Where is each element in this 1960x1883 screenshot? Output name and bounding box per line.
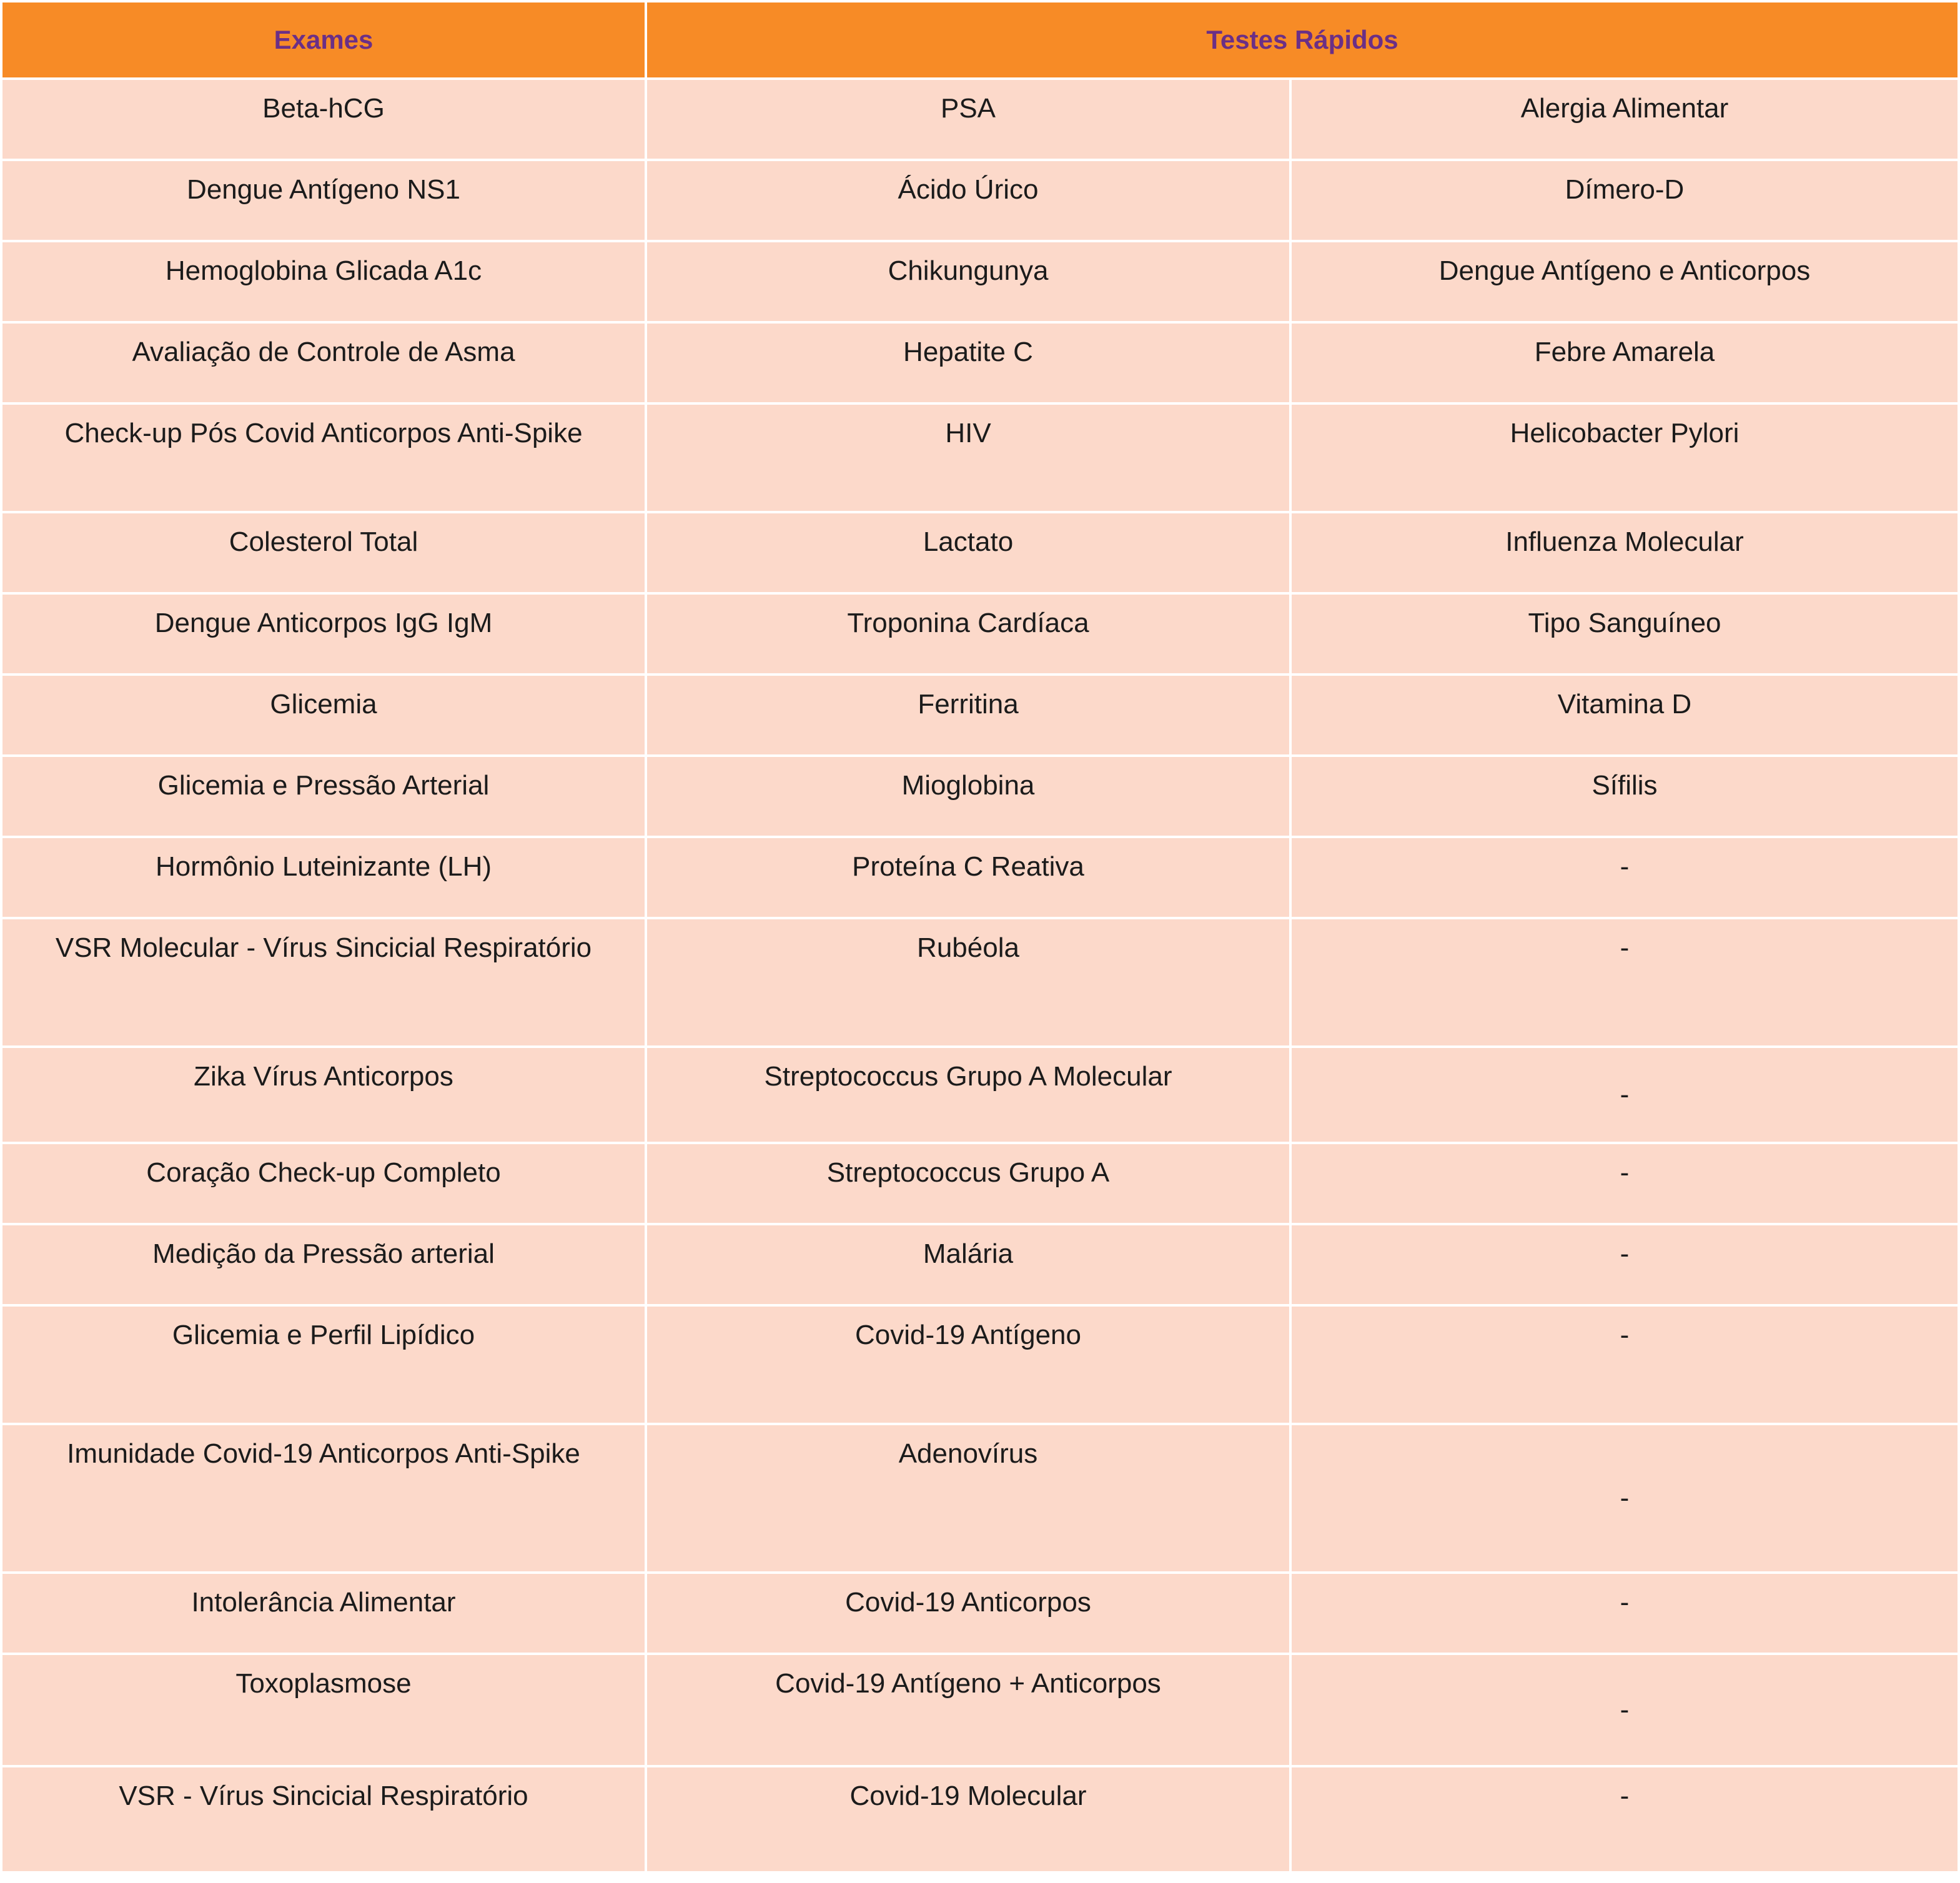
- table-cell-c2: Streptococcus Grupo A: [647, 1144, 1292, 1225]
- table-cell-c3: -: [1292, 1225, 1958, 1307]
- header-testes-rapidos: Testes Rápidos: [647, 2, 1958, 80]
- table-cell-c3: -: [1292, 1655, 1958, 1767]
- table-cell-c3: -: [1292, 1144, 1958, 1225]
- exams-table: [2, 2, 1958, 1874]
- table-cell-c2: Rubéola: [647, 919, 1292, 1048]
- table-cell-c3: Vitamina D: [1292, 676, 1958, 757]
- table-row: [2, 1655, 1958, 1767]
- table-cell-c1: Coração Check-up Completo: [2, 1144, 647, 1225]
- table-row: [2, 324, 1958, 405]
- table-row: [2, 1144, 1958, 1225]
- table-row: [2, 80, 1958, 161]
- table-cell-c2: PSA: [647, 80, 1292, 161]
- table-cell-c1: Colesterol Total: [2, 513, 647, 595]
- table-cell-c3: -: [1292, 1048, 1958, 1144]
- table-cell-c3: -: [1292, 919, 1958, 1048]
- table-row: [2, 1048, 1958, 1144]
- table-row: [2, 1425, 1958, 1574]
- table-header-row: [2, 2, 1958, 80]
- table-row: [2, 405, 1958, 513]
- table-cell-c1: Glicemia: [2, 676, 647, 757]
- table-cell-c1: VSR Molecular - Vírus Sincicial Respiratório: [2, 919, 647, 1048]
- table-cell-c3: Dímero-D: [1292, 161, 1958, 242]
- table-cell-c2: Adenovírus: [647, 1425, 1292, 1574]
- table-cell-c1: Imunidade Covid-19 Anticorpos Anti-Spike: [2, 1425, 647, 1574]
- table-cell-c1: Hemoglobina Glicada A1c: [2, 242, 647, 324]
- table-cell-c3: Alergia Alimentar: [1292, 80, 1958, 161]
- table-cell-c1: Toxoplasmose: [2, 1655, 647, 1767]
- exams-table-container: [2, 2, 1958, 1874]
- table-cell-c1: Hormônio Luteinizante (LH): [2, 838, 647, 919]
- table-cell-c3: Sífilis: [1292, 757, 1958, 838]
- table-cell-c1: Dengue Antígeno NS1: [2, 161, 647, 242]
- table-cell-c3: -: [1292, 1307, 1958, 1425]
- table-cell-c1: Glicemia e Pressão Arterial: [2, 757, 647, 838]
- table-cell-c1: Zika Vírus Anticorpos: [2, 1048, 647, 1144]
- table-row: [2, 595, 1958, 676]
- table-cell-c1: Medição da Pressão arterial: [2, 1225, 647, 1307]
- table-cell-c2: Covid-19 Molecular: [647, 1767, 1292, 1874]
- table-row: [2, 513, 1958, 595]
- table-cell-c3: -: [1292, 1425, 1958, 1574]
- table-cell-c3: -: [1292, 838, 1958, 919]
- table-cell-c2: Covid-19 Antígeno + Anticorpos: [647, 1655, 1292, 1767]
- table-row: [2, 161, 1958, 242]
- table-cell-c2: Lactato: [647, 513, 1292, 595]
- table-row: [2, 242, 1958, 324]
- table-cell-c3: Helicobacter Pylori: [1292, 405, 1958, 513]
- table-cell-c2: Streptococcus Grupo A Molecular: [647, 1048, 1292, 1144]
- table-cell-c1: Dengue Anticorpos IgG IgM: [2, 595, 647, 676]
- table-cell-c1: Beta-hCG: [2, 80, 647, 161]
- table-row: [2, 1307, 1958, 1425]
- table-row: [2, 1225, 1958, 1307]
- table-cell-c2: Ácido Úrico: [647, 161, 1292, 242]
- table-cell-c2: Covid-19 Antígeno: [647, 1307, 1292, 1425]
- table-row: [2, 1767, 1958, 1874]
- table-cell-c2: HIV: [647, 405, 1292, 513]
- table-cell-c3: Tipo Sanguíneo: [1292, 595, 1958, 676]
- table-cell-c2: Troponina Cardíaca: [647, 595, 1292, 676]
- table-cell-c2: Proteína C Reativa: [647, 838, 1292, 919]
- header-exames: Exames: [2, 2, 647, 80]
- table-cell-c1: Check-up Pós Covid Anticorpos Anti-Spike: [2, 405, 647, 513]
- table-cell-c2: Mioglobina: [647, 757, 1292, 838]
- table-cell-c3: Febre Amarela: [1292, 324, 1958, 405]
- table-cell-c1: Avaliação de Controle de Asma: [2, 324, 647, 405]
- table-cell-c3: -: [1292, 1574, 1958, 1655]
- table-cell-c2: Ferritina: [647, 676, 1292, 757]
- table-cell-c2: Chikungunya: [647, 242, 1292, 324]
- table-row: [2, 838, 1958, 919]
- table-cell-c1: Glicemia e Perfil Lipídico: [2, 1307, 647, 1425]
- table-cell-c2: Malária: [647, 1225, 1292, 1307]
- table-row: [2, 757, 1958, 838]
- table-cell-c2: Covid-19 Anticorpos: [647, 1574, 1292, 1655]
- table-cell-c1: VSR - Vírus Sincicial Respiratório: [2, 1767, 647, 1874]
- table-cell-c3: -: [1292, 1767, 1958, 1874]
- table-row: [2, 1574, 1958, 1655]
- table-cell-c1: Intolerância Alimentar: [2, 1574, 647, 1655]
- table-cell-c3: Influenza Molecular: [1292, 513, 1958, 595]
- table-cell-c2: Hepatite C: [647, 324, 1292, 405]
- table-row: [2, 676, 1958, 757]
- table-row: [2, 919, 1958, 1048]
- table-cell-c3: Dengue Antígeno e Anticorpos: [1292, 242, 1958, 324]
